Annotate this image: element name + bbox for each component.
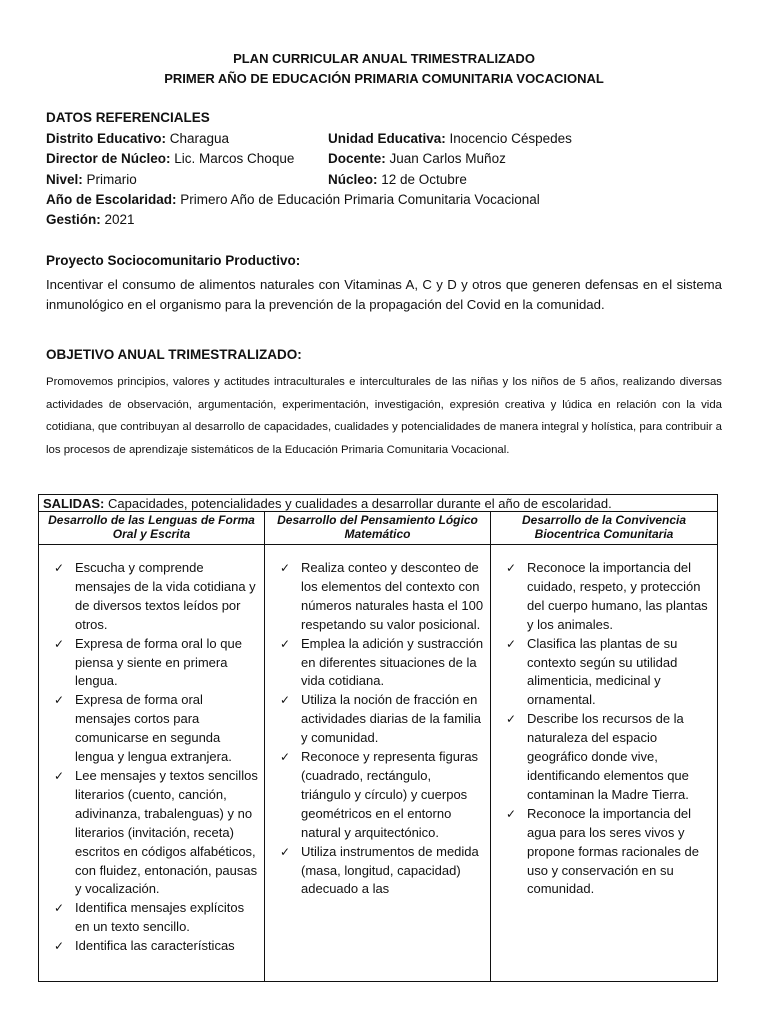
checkmark-icon: ✓ [280, 693, 291, 708]
unidad-field [328, 131, 572, 146]
checkmark-icon: ✓ [506, 561, 517, 575]
docente-field [328, 151, 506, 166]
director-label: Director de Núcleo: [46, 151, 171, 166]
salidas-label: SALIDAS: [43, 495, 105, 511]
list-item-text: Lee mensajes y textos sencillos literarios (cuento, canción, adivinanza, trabalenguas) y no literarios (invitación, receta) escritos en códigos alfabéticos, con fluidez, entonación, pausas y vocalización. [75, 767, 258, 897]
list-item [45, 635, 258, 692]
director-field [46, 151, 294, 166]
list-item [271, 843, 484, 900]
column-lenguas [39, 545, 265, 982]
list-item-text: Reconoce y representa figuras (cuadrado, rectángulo, triángulo y círculo) y cuerpos geométricos en el entorno natural y arquitectónico. [301, 749, 479, 840]
column-header-lenguas: Desarrollo de las Lenguas de Forma Oral y Escrita [39, 512, 265, 545]
list-item-text: Expresa de forma oral lo que piensa y siente en primera lengua. [75, 635, 242, 689]
list-item [497, 559, 711, 635]
checkmark-icon: ✓ [280, 636, 291, 651]
checkmark-icon: ✓ [54, 636, 65, 651]
proyecto-heading [46, 253, 300, 268]
nucleo-label: Núcleo: [328, 172, 378, 187]
checkmark-icon: ✓ [280, 561, 291, 575]
checkmark-icon: ✓ [506, 636, 517, 651]
salidas-header-row [39, 495, 718, 512]
lenguas-list [45, 559, 258, 956]
checkmark-icon: ✓ [54, 561, 65, 575]
list-item-text: Identifica las características [75, 938, 235, 954]
salidas-header [39, 495, 718, 512]
checkmark-icon: ✓ [506, 806, 517, 821]
anio-field [46, 192, 540, 207]
list-item-text: Reconoce la importancia del agua para los seres vivos y propone formas racionales de uso y conservación en su comunidad. [527, 805, 699, 897]
nivel-label: Nivel: [46, 172, 83, 187]
gestion-value: 2021 [100, 212, 135, 227]
list-item [45, 691, 258, 767]
datos-heading [46, 110, 210, 125]
list-item-text: Utiliza la noción de fracción en actividades diarias de la familia y comunidad. [301, 692, 481, 746]
checkmark-icon: ✓ [280, 750, 291, 765]
checkmark-icon: ✓ [54, 693, 65, 708]
column-header-matematico: Desarrollo del Pensamiento Lógico Matemático [265, 512, 491, 545]
column-header-convivencia: Desarrollo de la Convivencia Biocentrica Comunitaria [491, 512, 718, 545]
unidad-label: Unidad Educativa: [328, 131, 446, 146]
checkmark-icon: ✓ [506, 712, 517, 727]
list-item [271, 748, 484, 843]
checkmark-icon: ✓ [54, 939, 65, 954]
anio-label: Año de Escolaridad: [46, 192, 177, 207]
checkmark-icon: ✓ [280, 844, 291, 859]
proyecto-text: Incentivar el consumo de alimentos naturales con Vitaminas A, C y D y otros que generen defensas en el sistema inmunológico en el organismo para la prevención de la propagación del Covid en la comunidad. [46, 277, 722, 312]
list-item-text: Escucha y comprende mensajes de la vida cotidiana y de diversos textos leídos por otros. [75, 560, 256, 632]
distrito-field [46, 131, 229, 146]
list-item-text: Utiliza instrumentos de medida (masa, longitud, capacidad) adecuado a las [301, 843, 479, 897]
unidad-value: Inocencio Céspedes [445, 131, 572, 146]
convivencia-list [497, 559, 711, 899]
list-item-text: Reconoce la importancia del cuidado, respeto, y protección del cuerpo humano, las plantas y los animales. [527, 560, 708, 632]
matematico-list [271, 559, 484, 899]
director-value: Lic. Marcos Choque [170, 151, 295, 166]
column-matematico [265, 545, 491, 982]
list-item-text: Describe los recursos de la naturaleza del espacio geográfico donde vive, identificando elementos que contaminan la Madre Tierra. [527, 711, 689, 802]
list-item-text: Clasifica las plantas de su contexto según su utilidad alimenticia, medicinal y ornamental. [527, 635, 678, 708]
list-item [271, 559, 484, 635]
column-header-row [39, 512, 718, 545]
objetivo-text: Promovemos principios, valores y actitudes intraculturales e interculturales de las niñas y los niños de 5 años, realizando diversas actividades de observación, argumentación, experimentación, investigación, expresión creativa y lúdica en relación con la vida cotidiana, que contribuyan al desarrollo de capacidades, cualidades y potencialidades de manera integral y holística, para contribuir a los procesos de aprendizaje sistemáticos de la Educación Primaria Comunitaria Vocacional. [46, 376, 722, 456]
objetivo-heading-text: OBJETIVO ANUAL TRIMESTRALIZADO: [46, 347, 302, 362]
anio-value: Primero Año de Educación Primaria Comunitaria Vocacional [176, 192, 540, 207]
nucleo-value: 12 de Octubre [377, 172, 467, 187]
gestion-field [46, 212, 135, 227]
checkmark-icon: ✓ [54, 768, 65, 783]
nivel-value: Primario [82, 172, 137, 187]
list-item-text: Identifica mensajes explícitos en un texto sencillo. [75, 900, 245, 935]
list-item [497, 805, 711, 900]
salidas-text: Capacidades, potencialidades y cualidades a desarrollar durante el año de escolaridad. [104, 495, 612, 511]
list-item [271, 635, 484, 692]
proyecto-heading-text: Proyecto Sociocomunitario Productivo: [46, 253, 301, 268]
datos-heading-text: DATOS REFERENCIALES [46, 110, 210, 125]
list-item [45, 899, 258, 937]
column-body-row [39, 545, 718, 982]
distrito-label: Distrito Educativo: [46, 131, 167, 146]
distrito-value: Charagua [166, 131, 230, 146]
list-item-text: Realiza conteo y desconteo de los elementos del contexto con números naturales hasta el 100 respetando su valor posicional. [301, 560, 484, 632]
column-convivencia [491, 545, 718, 982]
document-title: PLAN CURRICULAR ANUAL TRIMESTRALIZADO [233, 51, 535, 66]
nucleo-field [328, 172, 467, 187]
list-item-text: Emplea la adición y sustracción en diferentes situaciones de la vida cotidiana. [301, 635, 484, 689]
gestion-label: Gestión: [46, 212, 101, 227]
nivel-field [46, 172, 137, 187]
document-subtitle: PRIMER AÑO DE EDUCACIÓN PRIMARIA COMUNITARIA VOCACIONAL [164, 71, 604, 86]
docente-label: Docente: [328, 151, 386, 166]
objetivo-heading [46, 347, 302, 362]
list-item [271, 691, 484, 748]
list-item [497, 635, 711, 711]
list-item [45, 767, 258, 899]
list-item [45, 937, 258, 956]
list-item-text: Expresa de forma oral mensajes cortos para comunicarse en segunda lengua y lengua extranjera. [75, 692, 232, 765]
salidas-table [38, 494, 718, 982]
docente-value: Juan Carlos Muñoz [385, 151, 506, 166]
list-item [45, 559, 258, 635]
checkmark-icon: ✓ [54, 901, 65, 916]
list-item [497, 710, 711, 805]
